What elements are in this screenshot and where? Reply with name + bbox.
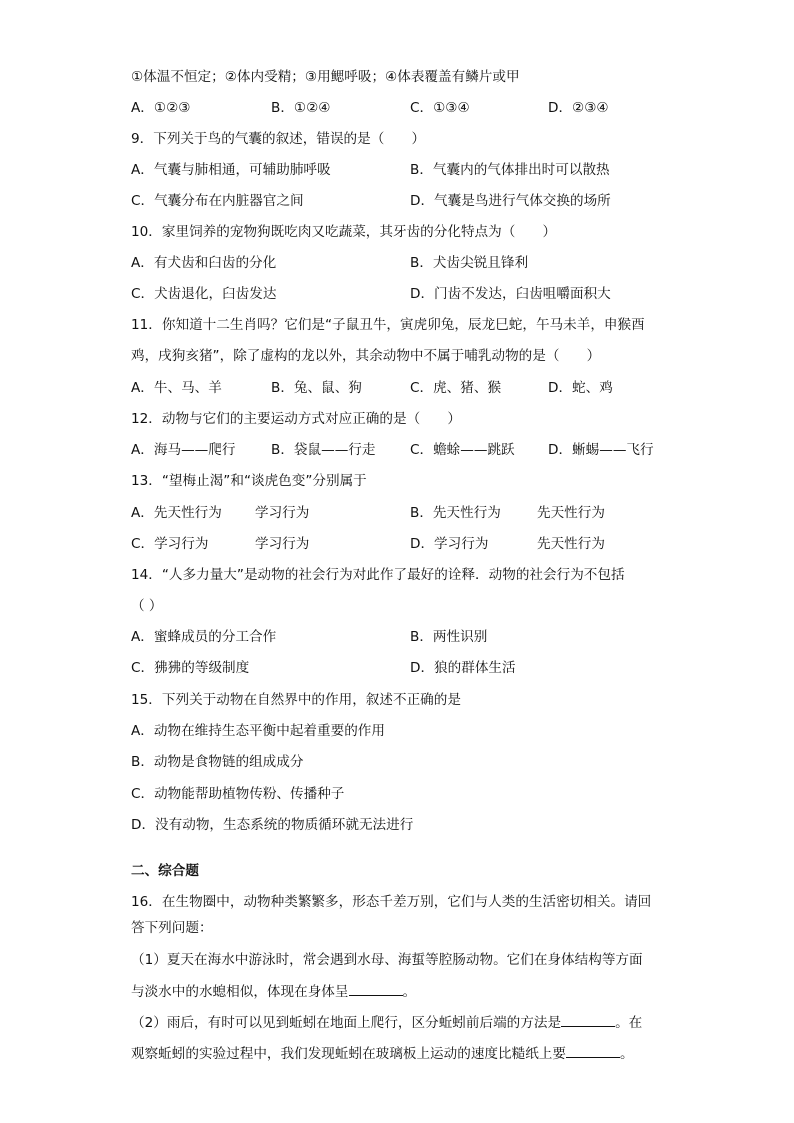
q10-stem: 10．家里饲养的宠物狗既吃肉又吃蔬菜，其牙齿的分化特点为（ ） — [131, 224, 557, 240]
answer-blank[interactable] — [349, 981, 403, 996]
option-b-label: B．先天性行为 — [410, 505, 501, 521]
option-b: B．兔、鼠、狗 — [271, 380, 362, 396]
q14-stem-line2: （ ） — [131, 598, 163, 614]
q9-options-row1 — [131, 160, 691, 180]
option-c: C．动物能帮助植物传粉、传播种子 — [131, 786, 345, 802]
option-d: D．②③④ — [548, 100, 609, 116]
option-a: A．海马——爬行 — [131, 442, 236, 458]
q13-options-row1 — [131, 503, 691, 523]
option-d — [410, 534, 605, 554]
q8-options — [131, 98, 691, 118]
option-a: A．牛、马、羊 — [131, 380, 222, 396]
option-d-label: D．学习行为 — [410, 536, 489, 552]
q16-part1-line2 — [131, 981, 416, 1001]
option-d: D．没有动物，生态系统的物质循环就无法进行 — [131, 817, 414, 833]
option-d: D．蜥蜴——飞行 — [548, 442, 654, 458]
option-c-label: C．学习行为 — [131, 536, 209, 552]
part2-text: （2）雨后，有时可以见到蚯蚓在地面上爬行，区分蚯蚓前后端的方法是 — [131, 1015, 562, 1031]
option-b: B．动物是食物链的组成成分 — [131, 754, 304, 770]
q13-options-row2 — [131, 534, 691, 554]
answer-blank[interactable] — [566, 1043, 620, 1058]
option-b — [410, 503, 605, 523]
section-title: 二、综合题 — [131, 863, 199, 879]
option-c: C．蟾蜍——跳跃 — [410, 442, 515, 458]
option-a-label: A．先天性行为 — [131, 505, 222, 521]
part2-text-2: 观察蚯蚓的实验过程中，我们发现蚯蚓在玻璃板上运动的速度比糙纸上要 — [131, 1046, 566, 1062]
option-c: C．气囊分布在内脏器官之间 — [131, 193, 304, 209]
option-a: A．①②③ — [131, 100, 191, 116]
q9-options-row2 — [131, 191, 691, 211]
option-a — [131, 503, 310, 523]
q16-stem-line2: 答下列问题： — [131, 920, 213, 936]
q16-part1-line1: （1）夏天在海水中游泳时，常会遇到水母、海蜇等腔肠动物。它们在身体结构等方面 — [131, 952, 643, 968]
q14-stem-line1: 14．“人多力量大”是动物的社会行为对此作了最好的诠释．动物的社会行为不包括 — [131, 567, 625, 583]
option-c-second: 学习行为 — [255, 536, 310, 552]
option-a: A．蜜蜂成员的分工合作 — [131, 629, 277, 645]
option-c: C．狒狒的等级制度 — [131, 660, 250, 676]
option-c — [131, 534, 310, 554]
option-d: D．蛇、鸡 — [548, 380, 613, 396]
option-b: B．袋鼠——行走 — [271, 442, 376, 458]
q11-options — [131, 378, 691, 398]
part2-end: 。 — [620, 1046, 634, 1062]
q12-stem: 12．动物与它们的主要运动方式对应正确的是（ ） — [131, 411, 461, 427]
q11-stem-line2: 鸡，戌狗亥猪”，除了虚构的龙以外，其余动物中不属于哺乳动物的是（ ） — [131, 348, 601, 364]
part1-end: 。 — [402, 984, 417, 1000]
q16-stem-line1: 16．在生物圈中，动物种类繁繁多，形态千差万别，它们与人类的生活密切相关。请回 — [131, 894, 652, 910]
q11-stem-line1: 11．你知道十二生肖吗？它们是“子鼠丑牛，寅虎卯兔，辰龙巳蛇，午马未羊，申猴酉 — [131, 317, 645, 333]
option-b: B．两性识别 — [410, 629, 488, 645]
q10-options-row2 — [131, 284, 691, 304]
q16-part2-line1 — [131, 1012, 642, 1032]
option-c: C．虎、猪、猴 — [410, 380, 502, 396]
option-a: A．气囊与肺相通，可辅助肺呼吸 — [131, 162, 331, 178]
option-b: B．①②④ — [271, 100, 331, 116]
q9-stem: 9．下列关于鸟的气囊的叙述，错误的是（ ） — [131, 131, 426, 147]
part2-mid: 。在 — [615, 1015, 643, 1031]
q14-options-row1 — [131, 627, 691, 647]
option-d: D．气囊是鸟进行气体交换的场所 — [410, 193, 611, 209]
option-a: A．动物在维持生态平衡中起着重要的作用 — [131, 723, 385, 739]
part1-text: 与淡水中的水螅相似，体现在身体呈 — [131, 984, 349, 1000]
option-b-second: 先天性行为 — [537, 505, 605, 521]
option-b: B．犬齿尖锐且锋利 — [410, 255, 529, 271]
option-a-second: 学习行为 — [255, 505, 310, 521]
option-d: D．门齿不发达，臼齿咀嚼面积大 — [410, 286, 611, 302]
q8-stem: ①体温不恒定；②体内受精；③用鳃呼吸；④体表覆盖有鳞片或甲 — [131, 69, 520, 85]
option-b: B．气囊内的气体排出时可以散热 — [410, 162, 610, 178]
q12-options — [131, 440, 691, 460]
q14-options-row2 — [131, 658, 691, 678]
answer-blank[interactable] — [561, 1012, 615, 1027]
option-c: C．①③④ — [410, 100, 470, 116]
option-c: C．犬齿退化，臼齿发达 — [131, 286, 277, 302]
option-d: D．狼的群体生活 — [410, 660, 516, 676]
q13-stem: 13．“望梅止渴”和“谈虎色变”分别属于 — [131, 473, 367, 489]
q16-part2-line2 — [131, 1043, 634, 1063]
q10-options-row1 — [131, 253, 691, 273]
q15-stem: 15．下列关于动物在自然界中的作用，叙述不正确的是 — [131, 692, 461, 708]
option-a: A．有犬齿和臼齿的分化 — [131, 255, 277, 271]
option-d-second: 先天性行为 — [537, 536, 605, 552]
